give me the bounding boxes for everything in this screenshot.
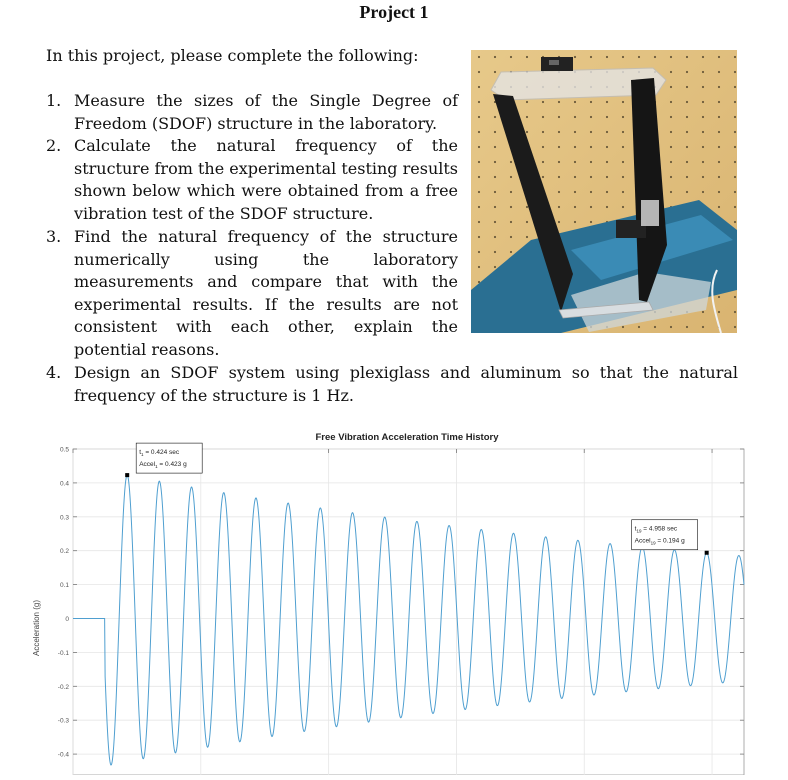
y-tick-label: 0: [65, 616, 69, 623]
plot-area: [73, 449, 744, 775]
y-tick-label: 0.5: [59, 446, 69, 454]
annotation-time-text: $t_1 = 0.424$ sec: [139, 449, 180, 458]
acceleration-chart: [30, 428, 788, 775]
chart-title: Free Vibration Acceleration Time History: [315, 432, 499, 443]
data-point-marker: [705, 551, 709, 555]
annotation-box: [632, 520, 698, 550]
intro-text: In this project, please complete the following:: [46, 46, 419, 65]
y-tick-label: 0.2: [59, 548, 69, 556]
task-text: Calculate the natural frequency of the structure from the experimental testing results shown below which were obtained from a free vibration test of the SDOF structure.: [74, 136, 459, 223]
data-point-marker: [125, 473, 129, 477]
y-tick-label: -0.4: [57, 751, 69, 759]
annotation-accel-text: Accel$_1$ = 0.423 g: [139, 461, 187, 470]
annotation-time-text: $t_{19} = 4.958$ sec: [634, 525, 678, 534]
chart-svg: [30, 428, 788, 775]
y-tick-label: 0.4: [59, 480, 69, 488]
annotation-box: [136, 443, 202, 473]
task-number: 1.: [46, 91, 62, 110]
grid-layer: [73, 449, 744, 775]
y-axis-label: Acceleration (g): [32, 599, 41, 657]
task-number: 3.: [46, 227, 62, 246]
y-tick-label: -0.3: [57, 717, 69, 725]
task-number: 2.: [46, 136, 62, 155]
task-text: Measure the sizes of the Single Degree of Freedom (SDOF) structure in the laboratory.: [74, 91, 458, 133]
task-number: 4.: [46, 363, 62, 382]
task-text: Design an SDOF system using plexiglass and aluminum so that the natural frequency of the structure is 1 Hz.: [74, 363, 738, 405]
task-text: Find the natural frequency of the structure numerically using the laboratory measurements and compare that with the experimental results. If the results are not consistent with each other, explain the potential reasons.: [74, 227, 458, 359]
y-tick-label: -0.1: [57, 649, 69, 657]
page-title: Project 1: [359, 2, 429, 22]
y-tick-label: -0.2: [57, 683, 69, 691]
y-tick-label: 0.3: [59, 514, 69, 522]
sdof-structure-photo: [471, 50, 737, 333]
y-tick-label: 0.1: [59, 582, 69, 590]
annotation-accel-text: Accel$_{19}$ = 0.194 g: [634, 537, 685, 546]
